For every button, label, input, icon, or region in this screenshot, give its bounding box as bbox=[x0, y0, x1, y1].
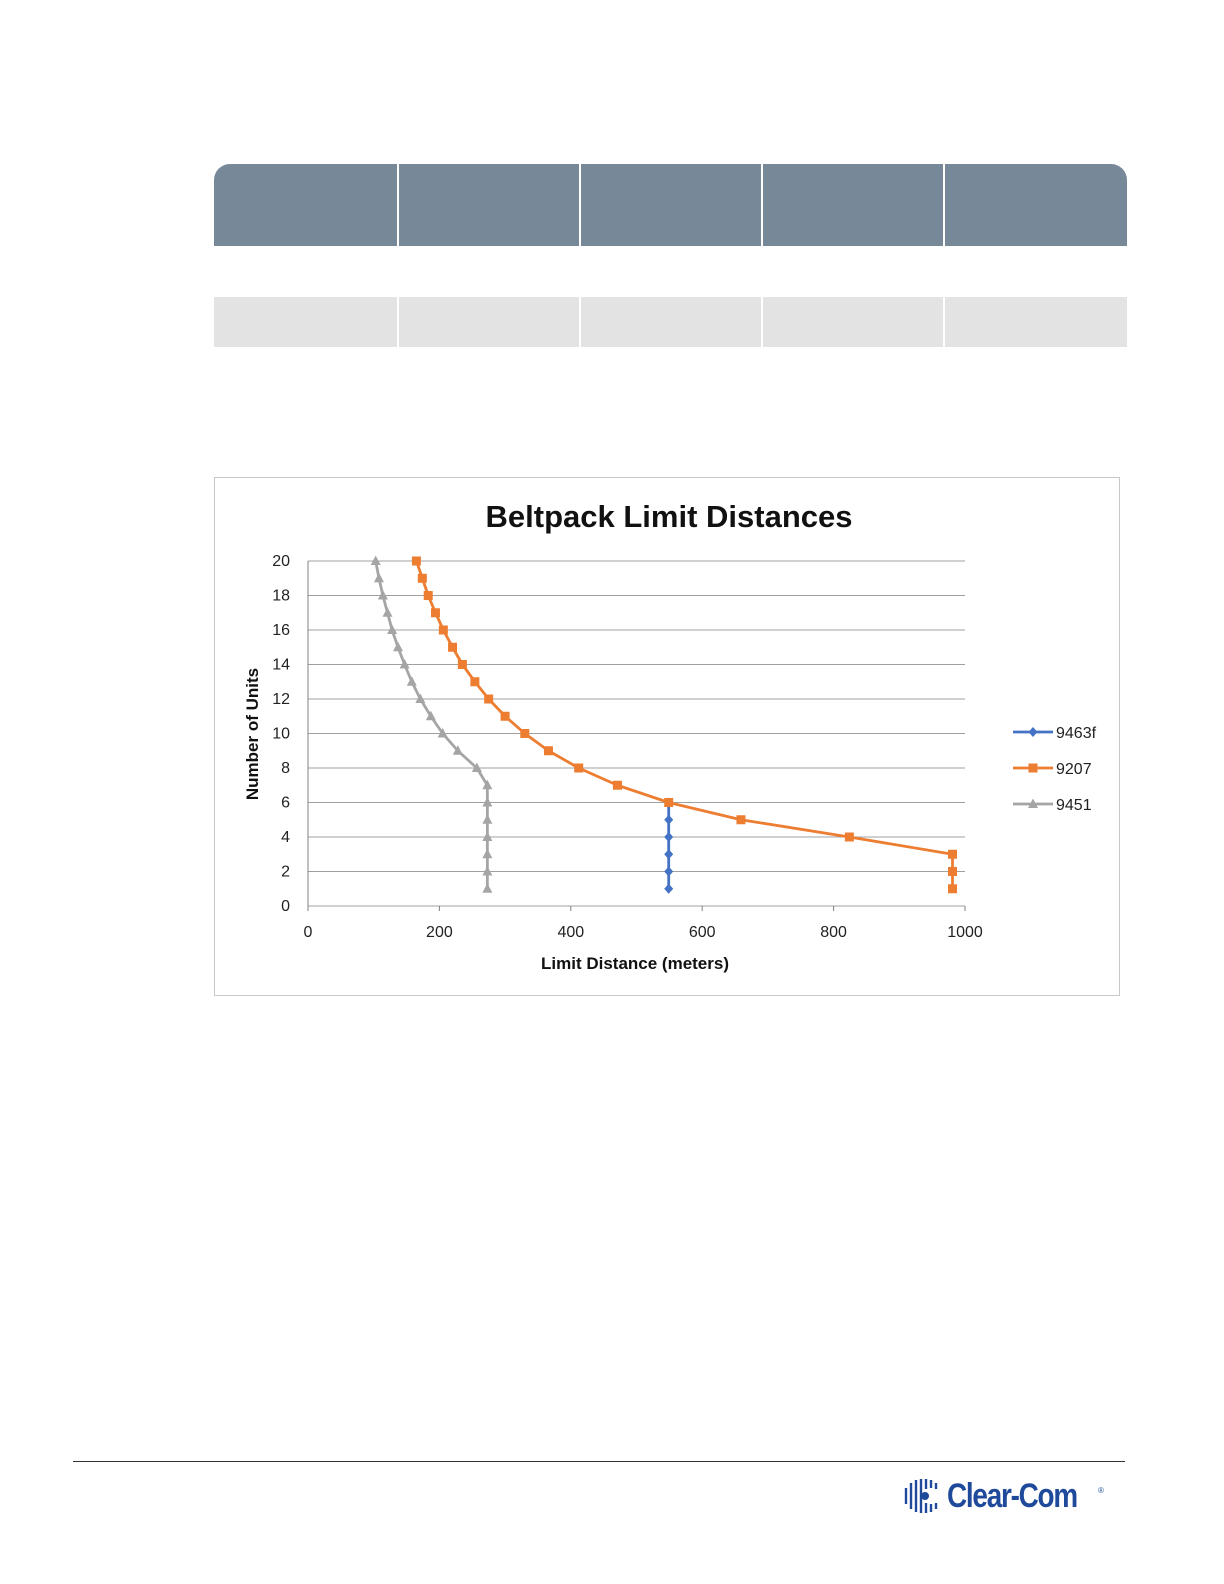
x-tick-label: 1000 bbox=[947, 924, 983, 941]
table-header-cell bbox=[945, 164, 1127, 246]
x-tick-label: 600 bbox=[688, 924, 716, 941]
data-point bbox=[439, 626, 448, 635]
y-tick-label: 6 bbox=[281, 794, 290, 812]
table-cell bbox=[581, 246, 761, 297]
data-point bbox=[482, 866, 492, 876]
footer-divider bbox=[73, 1461, 1125, 1462]
y-tick-label: 10 bbox=[272, 725, 290, 743]
table-cell bbox=[214, 297, 397, 347]
legend-entry bbox=[1013, 761, 1092, 778]
legend-label: 9451 bbox=[1056, 797, 1092, 814]
table-cell bbox=[399, 246, 579, 297]
x-tick-label: 400 bbox=[557, 924, 585, 941]
data-point bbox=[736, 815, 745, 824]
y-tick-label: 12 bbox=[272, 691, 290, 708]
y-tick-label: 4 bbox=[281, 829, 290, 846]
data-point bbox=[664, 884, 673, 894]
data-point bbox=[374, 573, 384, 583]
legend-layer bbox=[1013, 725, 1097, 814]
chart-title: Beltpack Limit Distances bbox=[485, 499, 853, 534]
data-point bbox=[400, 659, 410, 669]
data-point bbox=[470, 677, 479, 686]
legend-entry bbox=[1013, 797, 1092, 814]
data-point bbox=[664, 832, 673, 842]
clear-com-logo-mark-icon bbox=[903, 1476, 943, 1516]
table-cell bbox=[763, 246, 943, 297]
y-tick-label: 14 bbox=[272, 656, 290, 674]
data-point bbox=[393, 642, 403, 652]
table-header-cell bbox=[581, 164, 761, 246]
data-point bbox=[484, 695, 493, 704]
grid-layer bbox=[308, 561, 965, 906]
data-point bbox=[845, 833, 854, 842]
y-tick-label: 16 bbox=[272, 622, 290, 639]
data-point bbox=[448, 643, 457, 652]
data-point bbox=[664, 815, 673, 825]
table-header-cell bbox=[399, 164, 579, 246]
y-tick-label: 2 bbox=[281, 863, 290, 881]
spec-table bbox=[214, 164, 1121, 347]
clear-com-wordmark: Clear-Com bbox=[947, 1477, 1077, 1515]
x-tick-label: 800 bbox=[820, 924, 847, 941]
data-point bbox=[412, 557, 421, 566]
series-9463f bbox=[664, 798, 673, 894]
data-point bbox=[664, 798, 673, 807]
table-header-cell bbox=[214, 164, 397, 246]
y-tick-label: 20 bbox=[272, 553, 290, 570]
x-tick-label: 200 bbox=[426, 924, 453, 941]
legend-label: 9463f bbox=[1056, 725, 1097, 742]
series-line bbox=[416, 561, 952, 889]
data-point bbox=[418, 574, 427, 583]
data-point bbox=[574, 764, 583, 773]
data-point bbox=[482, 797, 492, 807]
legend-entry bbox=[1013, 725, 1097, 742]
x-tick-label: 0 bbox=[303, 924, 313, 941]
y-tick-label: 8 bbox=[281, 760, 290, 777]
data-point bbox=[948, 867, 957, 876]
data-point bbox=[371, 556, 381, 566]
chart-svg bbox=[215, 478, 1119, 995]
chart-frame bbox=[214, 477, 1120, 996]
legend-marker bbox=[1029, 727, 1038, 737]
data-point bbox=[664, 867, 673, 877]
legend-marker bbox=[1029, 764, 1038, 773]
data-point bbox=[482, 814, 492, 824]
data-point bbox=[613, 781, 622, 790]
table-cell bbox=[945, 246, 1127, 297]
data-point bbox=[482, 849, 492, 859]
data-point bbox=[378, 590, 388, 600]
table-header-cell bbox=[763, 164, 943, 246]
series-layer bbox=[371, 556, 957, 894]
registered-mark: ® bbox=[1098, 1486, 1104, 1495]
series-9207 bbox=[412, 557, 957, 894]
table-cell bbox=[945, 297, 1127, 347]
y-tick-label: 18 bbox=[272, 587, 290, 605]
data-point bbox=[387, 625, 397, 635]
data-point bbox=[501, 712, 510, 721]
clear-com-logo bbox=[903, 1474, 1113, 1518]
data-point bbox=[544, 746, 553, 755]
data-point bbox=[482, 832, 492, 842]
data-point bbox=[382, 607, 392, 617]
data-point bbox=[407, 676, 417, 686]
data-point bbox=[948, 884, 957, 893]
axis-layer bbox=[272, 553, 983, 941]
table-cell bbox=[214, 246, 397, 297]
data-point bbox=[431, 608, 440, 617]
legend-label: 9207 bbox=[1056, 761, 1092, 778]
data-point bbox=[482, 883, 492, 893]
data-point bbox=[948, 850, 957, 859]
table-cell bbox=[399, 297, 579, 347]
data-point bbox=[458, 660, 467, 669]
data-point bbox=[664, 849, 673, 859]
table-cell bbox=[763, 297, 943, 347]
x-axis-title: Limit Distance (meters) bbox=[541, 954, 729, 973]
y-tick-label: 0 bbox=[281, 898, 290, 915]
table-cell bbox=[581, 297, 761, 347]
data-point bbox=[424, 591, 433, 600]
y-axis-title: Number of Units bbox=[243, 667, 262, 801]
data-point bbox=[520, 729, 529, 738]
